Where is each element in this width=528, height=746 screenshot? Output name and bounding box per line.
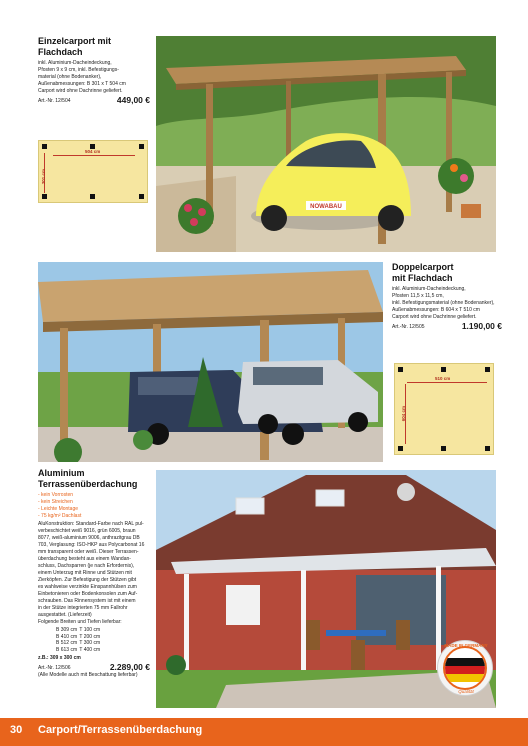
terrace-note: (Alle Modelle auch mit Beschattung lieferbar) bbox=[38, 672, 138, 678]
single-carport-image bbox=[156, 36, 496, 252]
badge-inner bbox=[443, 646, 487, 690]
single-carport-title: Einzelcarport mit Flachdach bbox=[38, 36, 112, 57]
badge-subtext: Qualität bbox=[458, 689, 474, 694]
badge-text: MADE IN GERMANY bbox=[444, 643, 488, 648]
double-carport-price-row bbox=[392, 321, 502, 331]
double-carport-plan bbox=[394, 363, 494, 455]
plan-depth-label: 604 cm bbox=[401, 406, 406, 422]
size-row: B 613 cm T 400 cm bbox=[56, 646, 101, 653]
double-carport-photo bbox=[38, 262, 383, 462]
article-number: Art.-Nr. 12/505 bbox=[392, 324, 425, 330]
section-terrace-roof bbox=[38, 468, 150, 679]
terrace-features: - kein Vorrosten - kein Streichen - Leichte Montage - 75 kg/m² Dachlast bbox=[38, 492, 82, 519]
single-carport-price-row bbox=[38, 95, 150, 105]
page-number: 30 bbox=[10, 724, 23, 736]
terrace-desc: AluKonstruktion: Standard-Farbe nach RAL pul- verbeschichtet weiß 9016, grün 6005, braun 8077, weiß-aluminium 9006, anthrazitgrau DB 703, Verglasung: ISO-HKP aus Polycarbonat 16 mm transparent oder weiß. Dieser Terrassen- überdachung besteht aus einem Wandan- schluss, Dachsparren (je nach Erfordernis), einem Unterzug mit Rinne und Stützen mit Zierköpfen. Zur Befestigung der Stützen gibt es wahlweise verzinkte Einspannhülsen zum Einbetonieren oder Bodenkonsolen zum Auf- schrauben. Das Rinnensystem ist mit einem in der Stütze integrierten 75 mm Fallrohr ausgestattet. (Lieferzeit) Folgende Breiten und Tiefen lieferbar: bbox=[38, 521, 145, 625]
terrace-example: z.B.: 309 x 300 cm bbox=[38, 655, 81, 661]
double-carport-title-1: Doppelcarport bbox=[392, 262, 454, 272]
size-row: B 309 cm T 100 cm bbox=[56, 627, 101, 633]
plan-width-label: 510 cm bbox=[435, 376, 451, 381]
terrace-title-2: Terrassenüberdachung bbox=[38, 479, 138, 489]
plan-width-label: 504 cm bbox=[85, 149, 101, 154]
article-number: Art.-Nr. 12/504 bbox=[38, 98, 71, 104]
terrace-title-1: Aluminium bbox=[38, 468, 85, 478]
plan-depth-label: 301 cm bbox=[41, 169, 46, 185]
article-number: Art.-Nr. 12/506 bbox=[38, 665, 71, 671]
double-carport-title-2: mit Flachdach bbox=[392, 273, 453, 283]
terrace-sizes bbox=[56, 627, 150, 653]
price: 2.289,00 € bbox=[109, 662, 150, 672]
section-single-carport bbox=[38, 36, 150, 105]
single-carport-desc: inkl. Aluminium-Dacheindeckung, Pfosten 9 x 9 cm, inkl. Befestigungs- material (ohne Bodenanker), Außenabmessungen: B 301 x T 504 cm Carport wird ohne Dachrinne geliefert. bbox=[38, 60, 126, 94]
section-double-carport bbox=[392, 262, 502, 331]
page-footer bbox=[0, 718, 528, 746]
size-row: B 512 cm T 300 cm bbox=[56, 640, 101, 646]
made-in-germany-badge bbox=[437, 640, 493, 696]
price: 449,00 € bbox=[116, 95, 150, 105]
price: 1.190,00 € bbox=[461, 321, 502, 331]
double-carport-image bbox=[38, 262, 383, 462]
footer-title: Carport/Terrassenüberdachung bbox=[38, 724, 203, 736]
double-carport-desc: inkl. Aluminium-Dacheindeckung, Pfosten 11,5 x 11,5 cm, inkl. Befestigungsmaterial (ohne Bodenanker), Außenabmessungen: B 604 x T 510 cm Carport wird ohne Dachrinne geliefert. bbox=[392, 286, 495, 320]
single-carport-plan bbox=[38, 140, 148, 203]
size-row: B 410 cm T 200 cm bbox=[56, 633, 101, 640]
license-plate-text: NOWABAU bbox=[310, 204, 342, 210]
terrace-price-row bbox=[38, 662, 150, 672]
single-carport-photo bbox=[156, 36, 496, 252]
